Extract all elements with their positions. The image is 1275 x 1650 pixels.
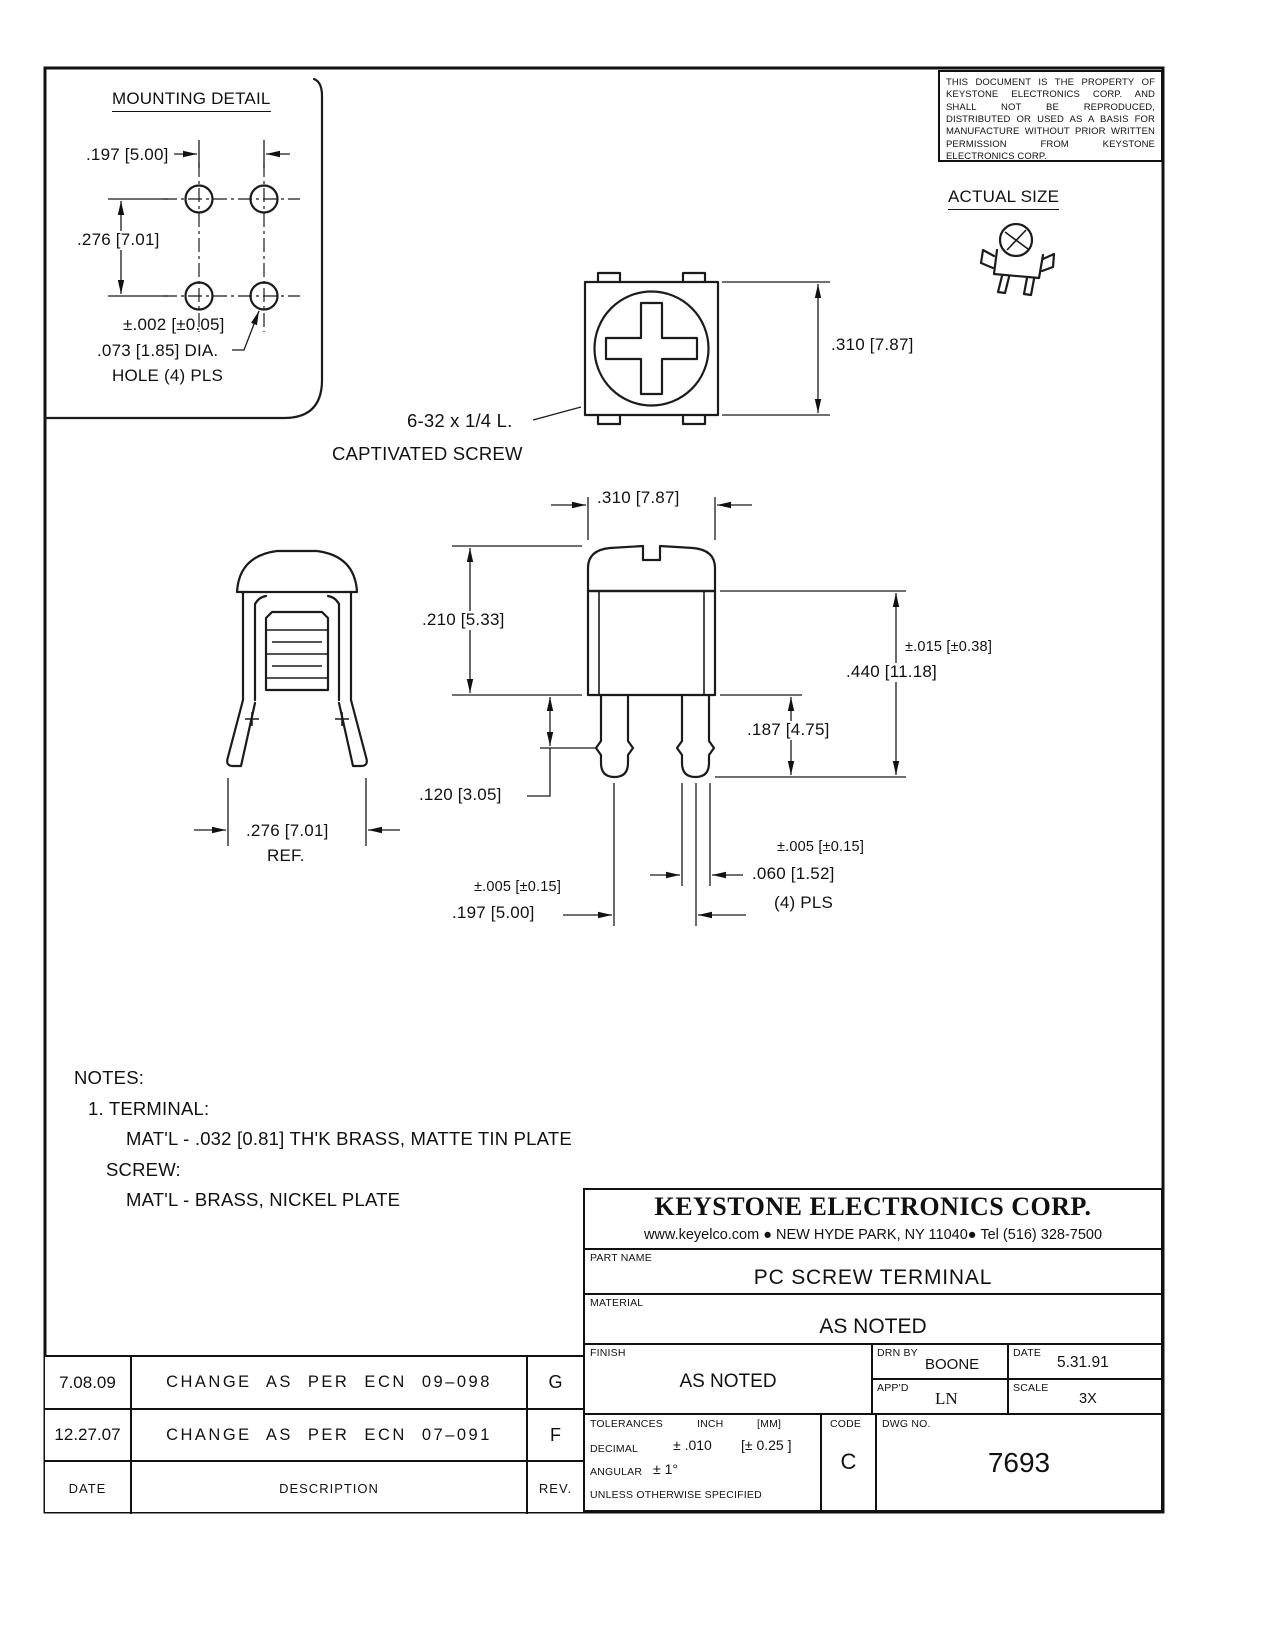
date-value: 5.31.91 xyxy=(1057,1354,1109,1371)
code-label: CODE xyxy=(830,1418,862,1430)
dim-leg-places: (4) PLS xyxy=(774,893,834,912)
decimal-inch-value: ± .010 xyxy=(673,1437,712,1453)
note-terminal-material: MAT'L - .032 [0.81] TH'K BRASS, MATTE TIN PLATE xyxy=(126,1128,572,1149)
screw-size-label: 6-32 x 1/4 L. xyxy=(407,410,513,431)
approved-label: APP'D xyxy=(877,1382,909,1394)
tolerances-mm-label: [MM] xyxy=(757,1418,782,1430)
date-cell xyxy=(1009,1345,1161,1380)
title-block xyxy=(583,1188,1163,1512)
dim-barb: .120 [3.05] xyxy=(419,785,502,804)
drawn-by-value: BOONE xyxy=(925,1356,980,1373)
decimal-mm-value: [± 0.25 ] xyxy=(741,1437,792,1453)
actual-size-drawing xyxy=(981,224,1054,295)
actual-size-label: ACTUAL SIZE xyxy=(948,188,1059,210)
revision-date-header: DATE xyxy=(45,1462,132,1514)
dim-mounting-pitch-y: .276 [7.01] xyxy=(74,231,163,250)
angular-label: ANGULAR xyxy=(590,1466,643,1478)
finish-label: FINISH xyxy=(590,1347,626,1359)
dim-overall-tolerance: ±.015 [±0.38] xyxy=(905,639,993,655)
revision-date: 7.08.09 xyxy=(45,1357,132,1408)
dim-side-ref: REF. xyxy=(267,846,305,865)
dim-hole-places: HOLE (4) PLS xyxy=(112,366,224,385)
dim-hole-tolerance: ±.002 [±0.05] xyxy=(123,315,225,334)
dim-top-view-width: .310 [7.87] xyxy=(831,335,914,354)
side-view-drawing xyxy=(194,551,400,846)
dim-front-width: .310 [7.87] xyxy=(597,488,680,507)
dim-head-height: .210 [5.33] xyxy=(419,611,508,630)
company-cell xyxy=(585,1190,1161,1250)
revision-description-header: DESCRIPTION xyxy=(132,1462,528,1514)
unless-specified-label: UNLESS OTHERWISE SPECIFIED xyxy=(590,1489,762,1501)
dim-side-width: .276 [7.01] xyxy=(243,822,332,841)
decimal-label: DECIMAL xyxy=(590,1443,639,1455)
dwg-no-value: 7693 xyxy=(987,1447,1051,1478)
property-notice: THIS DOCUMENT IS THE PROPERTY OF KEYSTONE ELECTRONICS CORP. AND SHALL NOT BE REPRODUCED, DISTRIBUTED OR USED AS A BASIS FOR MANUFACTURE WITHOUT PRIOR WRITTEN PERMISSION FROM KEYSTONE ELECTRONICS CORP. xyxy=(938,70,1163,162)
dwg-no-label: DWG NO. xyxy=(882,1418,931,1430)
dwg-no-cell xyxy=(877,1415,1161,1510)
note-screw: SCREW: xyxy=(106,1159,181,1180)
scale-value: 3X xyxy=(1079,1391,1097,1407)
part-name-label: PART NAME xyxy=(590,1252,652,1264)
finish-value: AS NOTED xyxy=(679,1371,777,1392)
approved-cell xyxy=(873,1380,1009,1415)
tolerances-inch-label: INCH xyxy=(697,1418,724,1430)
part-name-cell xyxy=(585,1250,1161,1295)
dim-mounting-pitch-x: .197 [5.00] xyxy=(86,145,169,164)
company-name: KEYSTONE ELECTRONICS CORP. xyxy=(654,1192,1092,1221)
revision-rev: F xyxy=(550,1424,561,1445)
scale-label: SCALE xyxy=(1013,1382,1049,1394)
dim-pitch: .197 [5.00] xyxy=(452,903,535,922)
revision-row xyxy=(45,1410,583,1462)
front-view-drawing xyxy=(452,497,906,926)
angular-value: ± 1° xyxy=(653,1461,678,1477)
revision-description: CHANGE AS PER ECN 09–098 xyxy=(132,1357,528,1408)
code-value: C xyxy=(840,1449,857,1474)
screw-type-label: CAPTIVATED SCREW xyxy=(332,443,523,464)
finish-cell xyxy=(585,1345,873,1415)
dim-leg-tolerance: ±.005 [±0.15] xyxy=(777,839,865,855)
material-label: MATERIAL xyxy=(590,1297,644,1309)
dim-overall-height: .440 [11.18] xyxy=(843,663,940,682)
note-terminal: 1. TERMINAL: xyxy=(88,1098,210,1119)
notes-title: NOTES: xyxy=(74,1067,145,1088)
note-screw-material: MAT'L - BRASS, NICKEL PLATE xyxy=(126,1189,401,1210)
code-cell xyxy=(822,1415,877,1510)
approved-value: LN xyxy=(935,1389,958,1408)
scale-cell xyxy=(1009,1380,1161,1415)
mounting-detail-title: MOUNTING DETAIL xyxy=(112,90,271,112)
revision-row xyxy=(45,1357,583,1410)
dim-leg-length: .187 [4.75] xyxy=(744,721,833,740)
tolerances-label: TOLERANCES xyxy=(590,1418,663,1430)
dim-pitch-tolerance: ±.005 [±0.15] xyxy=(474,879,562,895)
revision-rev: G xyxy=(548,1372,563,1392)
revision-table xyxy=(45,1355,583,1512)
revision-header-row xyxy=(45,1462,583,1514)
drawn-by-cell xyxy=(873,1345,1009,1380)
dim-leg-width: .060 [1.52] xyxy=(752,864,835,883)
revision-rev-header: REV. xyxy=(538,1480,573,1496)
drawn-by-label: DRN BY xyxy=(877,1347,918,1359)
top-view-drawing xyxy=(533,273,830,424)
part-name-value: PC SCREW TERMINAL xyxy=(753,1266,993,1289)
date-label: DATE xyxy=(1013,1347,1042,1359)
tolerances-cell xyxy=(585,1415,822,1510)
revision-date: 12.27.07 xyxy=(45,1410,132,1460)
material-value: AS NOTED xyxy=(819,1315,927,1338)
dim-hole-diameter: .073 [1.85] DIA. xyxy=(97,341,219,360)
company-contact: www.keyelco.com ● NEW HYDE PARK, NY 11040● Tel (516) 328-7500 xyxy=(643,1227,1103,1243)
revision-description: CHANGE AS PER ECN 07–091 xyxy=(132,1410,528,1460)
material-cell xyxy=(585,1295,1161,1345)
